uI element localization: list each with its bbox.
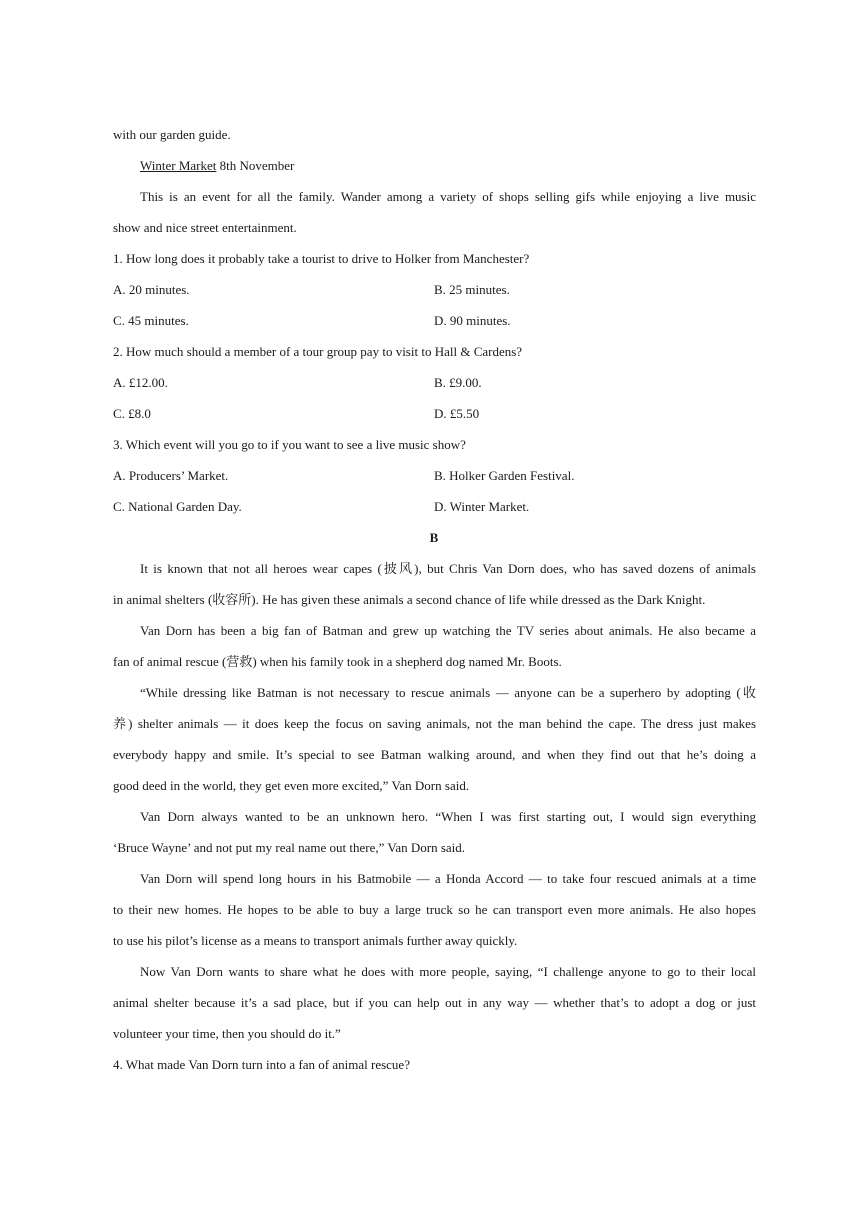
passage-line: It is known that not all heroes wear capes (披风), but Chris Van Dorn does, who has saved dozens of animals <box>140 561 756 576</box>
question-3-option-a: A. Producers’ Market. <box>113 468 229 483</box>
question-2-stem: 2. How much should a member of a tour group pay to visit to Hall & Cardens? <box>113 344 523 359</box>
passage-line: Van Dorn always wanted to be an unknown hero. “When I was first starting out, I would sign everything <box>140 809 756 824</box>
question-2-option-c: C. £8.0 <box>113 406 151 421</box>
question-2-option-b: B. £9.00. <box>434 375 482 390</box>
passage-line: in animal shelters (收容所). He has given these animals a second chance of life while dressed as the Dark Knight. <box>113 592 706 607</box>
passage-line: Van Dorn has been a big fan of Batman and grew up watching the TV series about animals. He also became a <box>140 623 756 638</box>
winter-market-heading <box>140 158 294 174</box>
passage-line: Now Van Dorn wants to share what he does with more people, saying, “I challenge anyone to go to their local <box>140 964 756 979</box>
winter-market-desc-line1: This is an event for all the family. Wander among a variety of shops selling gifs while enjoying a live music <box>140 189 756 204</box>
question-1-stem: 1. How long does it probably take a tourist to drive to Holker from Manchester? <box>113 251 530 266</box>
question-3-option-d: D. Winter Market. <box>434 499 530 514</box>
question-1-option-c: C. 45 minutes. <box>113 313 189 328</box>
garden-guide-line: with our garden guide. <box>113 127 231 142</box>
passage-line: to their new homes. He hopes to be able to buy a large truck so he can transport even more animals. He also hopes <box>113 902 756 917</box>
passage-line: “While dressing like Batman is not necessary to rescue animals — anyone can be a superhero by adopting (收 <box>140 685 756 700</box>
passage-line: Van Dorn will spend long hours in his Batmobile — a Honda Accord — to take four rescued animals at a time <box>140 871 756 886</box>
passage-line: volunteer your time, then you should do it.” <box>113 1026 341 1041</box>
winter-market-date: 8th November <box>216 158 295 173</box>
question-1-option-a: A. 20 minutes. <box>113 282 190 297</box>
passage-line: everybody happy and smile. It’s special to see Batman walking around, and when they find out that he’s doing a <box>113 747 756 762</box>
passage-line: animal shelter because it’s a sad place, but if you can help out in any way — whether that’s to adopt a dog or just <box>113 995 756 1010</box>
question-3-option-b: B. Holker Garden Festival. <box>434 468 575 483</box>
section-b-heading: B <box>429 530 439 545</box>
question-1-option-b: B. 25 minutes. <box>434 282 510 297</box>
question-2-option-d: D. £5.50 <box>434 406 480 421</box>
question-4-stem: 4. What made Van Dorn turn into a fan of animal rescue? <box>113 1057 410 1072</box>
question-3-option-c: C. National Garden Day. <box>113 499 242 514</box>
question-3-stem: 3. Which event will you go to if you want to see a live music show? <box>113 437 466 452</box>
passage-line: to use his pilot’s license as a means to transport animals further away quickly. <box>113 933 518 948</box>
passage-line: 养) shelter animals — it does keep the focus on saving animals, not the man behind the cape. The dress just makes <box>113 716 756 731</box>
winter-market-desc-line2: show and nice street entertainment. <box>113 220 297 235</box>
winter-market-title: Winter Market <box>140 158 217 173</box>
passage-line: good deed in the world, they get even more excited,” Van Dorn said. <box>113 778 470 793</box>
question-2-option-a: A. £12.00. <box>113 375 168 390</box>
question-1-option-d: D. 90 minutes. <box>434 313 511 328</box>
passage-line: fan of animal rescue (营救) when his family took in a shepherd dog named Mr. Boots. <box>113 654 562 669</box>
passage-line: ‘Bruce Wayne’ and not put my real name out there,” Van Dorn said. <box>113 840 466 855</box>
